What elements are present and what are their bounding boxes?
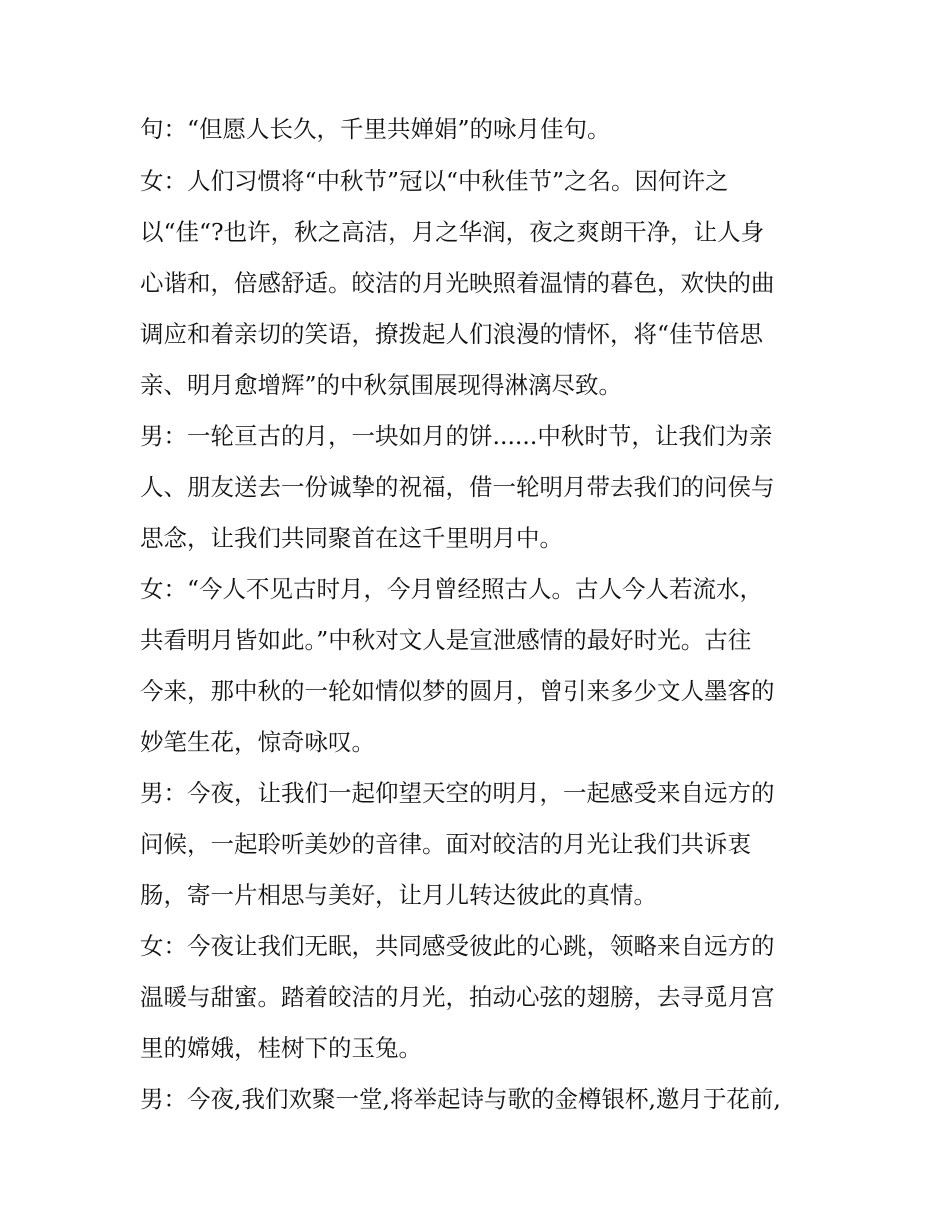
text-line: 共看明月皆如此。”中秋对文人是宣泄感情的最好时光。古往 bbox=[140, 626, 752, 654]
text-line: 心谐和，倍感舒适。皎洁的月光映照着温情的暮色，欢快的曲 bbox=[140, 269, 775, 297]
text-line: 男：今夜,我们欢聚一堂,将举起诗与歌的金樽银杯,邀月于花前, bbox=[140, 1085, 781, 1113]
text-line: 男：今夜，让我们一起仰望天空的明月，一起感受来自远方的 bbox=[140, 779, 775, 807]
text-line: 里的嫦娥，桂树下的玉兔。 bbox=[140, 1034, 422, 1062]
text-line: 女：“今人不见古时月，今月曾经照古人。古人今人若流水， bbox=[140, 575, 764, 603]
text-line: 思念，让我们共同聚首在这千里明月中。 bbox=[140, 524, 563, 552]
text-line: 温暖与甜蜜。踏着皎洁的月光，拍动心弦的翅膀，去寻觅月宫 bbox=[140, 983, 775, 1011]
text-line: 肠，寄一片相思与美好，让月儿转达彼此的真情。 bbox=[140, 881, 657, 909]
text-line: 妙笔生花，惊奇咏叹。 bbox=[140, 728, 375, 756]
text-line: 人、朋友送去一份诚挚的祝福，借一轮明月带去我们的问侯与 bbox=[140, 473, 775, 501]
text-line: 问候，一起聆听美妙的音律。面对皎洁的月光让我们共诉衷 bbox=[140, 830, 751, 858]
text-line: 女：人们习惯将“中秋节”冠以“中秋佳节”之名。因何许之 bbox=[140, 167, 729, 195]
text-line: 以“佳“?也许，秋之高洁，月之华润，夜之爽朗干净，让人身 bbox=[140, 218, 765, 246]
text-line: 女：今夜让我们无眠，共同感受彼此的心跳，领略来自远方的 bbox=[140, 932, 775, 960]
text-line: 今来，那中秋的一轮如情似梦的圆月，曾引来多少文人墨客的 bbox=[140, 677, 775, 705]
text-line: 调应和着亲切的笑语，撩拨起人们浪漫的情怀，将“佳节倍思 bbox=[140, 320, 764, 348]
text-line: 亲、明月愈增辉”的中秋氛围展现得淋漓尽致。 bbox=[140, 371, 623, 399]
text-line: 句：“但愿人长久，千里共婵娟”的咏月佳句。 bbox=[140, 115, 611, 143]
text-line: 男：一轮亘古的月，一块如月的饼......中秋时节，让我们为亲 bbox=[140, 422, 773, 450]
